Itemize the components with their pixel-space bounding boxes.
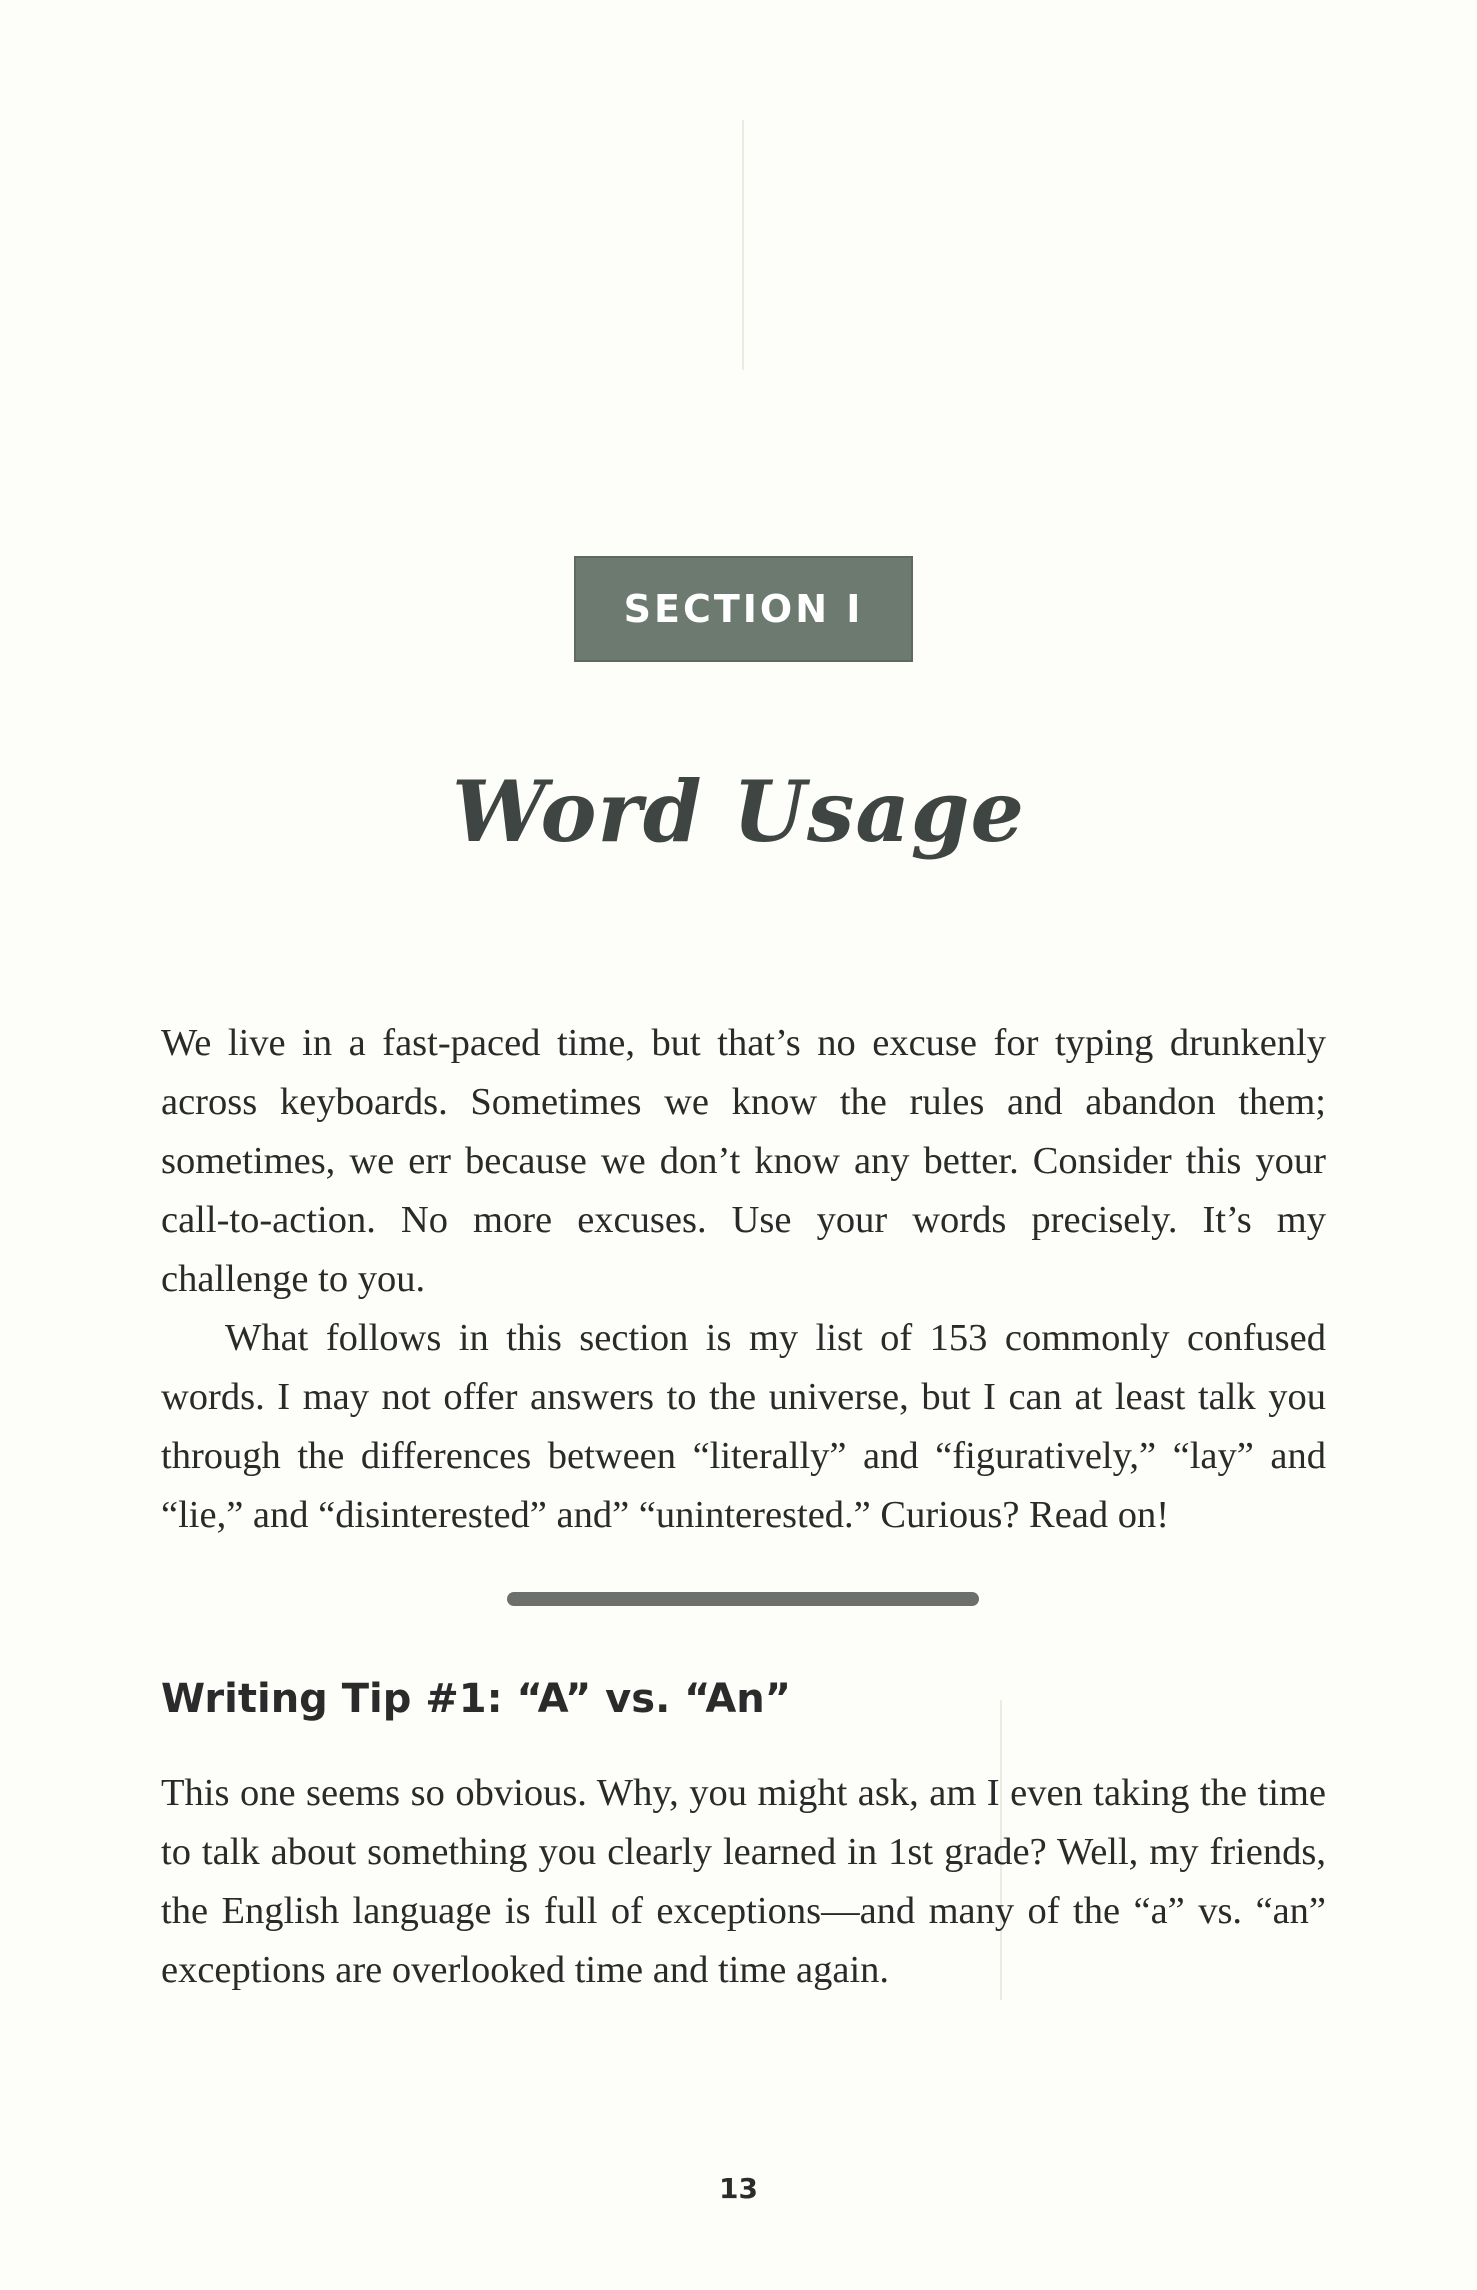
paper-crease — [742, 120, 744, 370]
page-number: 13 — [719, 2172, 758, 2205]
section-title: Word Usage — [452, 762, 1025, 861]
intro-paragraph-2: What follows in this section is my list of 153 commonly confused words. I may not offer answers to the universe, but I can at least talk you through the differences between “literally” and “figuratively,” “lay” and “lie,” and “disinterested” and” “uninterested.” Curious? Read on! — [161, 1317, 1326, 1536]
writing-tip-heading: Writing Tip #1: “A” vs. “An” — [161, 1676, 792, 1722]
intro-paragraph-1: We live in a fast-paced time, but that’s no excuse for typing drunkenly across keyboards. Sometimes we know the rules and abandon them; sometimes, we err because we don’t know any better. Consider this your call-to-action. No more excuses. Use your words precisely. It’s my challenge to you. — [161, 1022, 1326, 1300]
writing-tip-paragraph: This one seems so obvious. Why, you might ask, am I even taking the time to talk about something you clearly learned in 1st grade? Well, my friends, the English language is full of exceptions—and many of the “a” vs. “an” exceptions are overlooked time and time again. — [161, 1772, 1326, 1991]
section-badge-label: SECTION I — [623, 587, 864, 631]
section-divider — [507, 1592, 979, 1606]
section-badge — [574, 556, 913, 662]
